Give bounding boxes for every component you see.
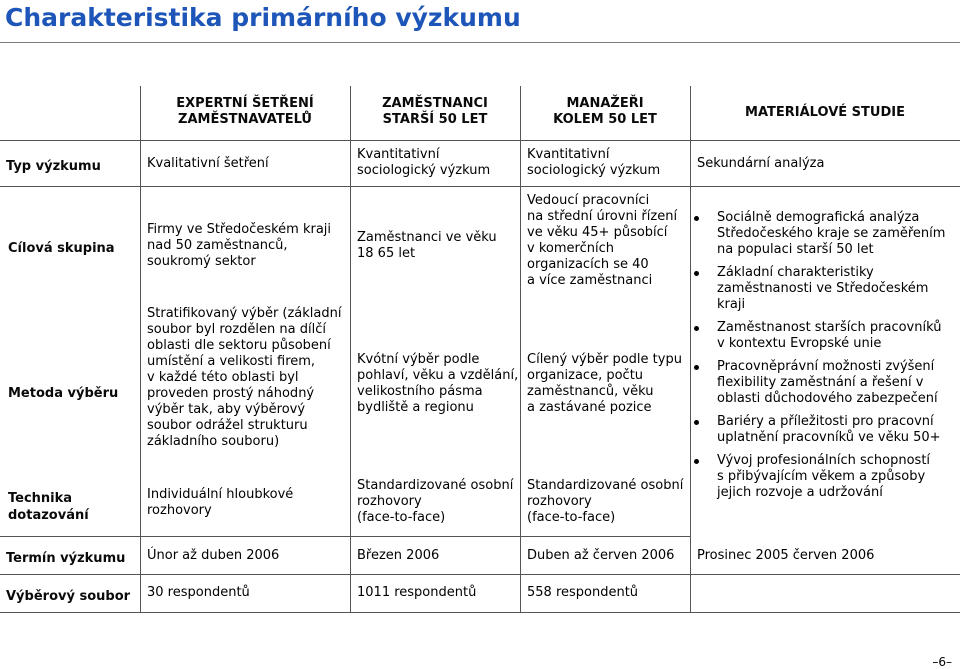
column-header-line: MANAŽEŘI <box>566 96 644 111</box>
cell-line: Stratifikovaný výběr (základní <box>147 306 342 321</box>
page-title: Charakteristika primárního výzkumu <box>5 3 521 32</box>
row-divider <box>0 574 960 575</box>
row-label-line: Technika <box>8 491 73 506</box>
row-divider <box>0 536 690 537</box>
termin-employees: Březen 2006 <box>357 548 440 563</box>
typ-experts: Kvalitativní šetření <box>147 156 269 171</box>
study-line: uplatnění pracovníků ve věku 50+ <box>717 430 941 445</box>
cell-line: Firmy ve Středočeském kraji <box>147 222 332 237</box>
row-divider <box>0 140 960 141</box>
cell-line: zaměstnanců, věku <box>527 384 654 399</box>
cell-line: pohlaví, věku a vzdělání, <box>357 368 519 383</box>
cell-line: Kvantitativní <box>357 147 440 162</box>
column-divider <box>520 86 521 612</box>
column-header-line: MATERIÁLOVÉ STUDIE <box>745 105 905 120</box>
row-label-typ: Typ výzkumu <box>6 159 101 174</box>
row-label-cilova: Cílová skupina <box>8 241 115 256</box>
cell-line: ve věku 45+ působící <box>527 225 668 240</box>
cell-line: a více zaměstnanci <box>527 273 653 288</box>
title-divider <box>0 42 960 43</box>
cell-line: Cílený výběr podle typu <box>527 352 682 367</box>
study-line: Vývoj profesionálních schopností <box>717 453 931 468</box>
soubor-employees: 1011 respondentů <box>357 585 477 600</box>
cell-line: a zastávané pozice <box>527 400 652 415</box>
cell-line: Standardizované osobní <box>527 478 684 493</box>
study-item <box>690 320 958 352</box>
cell-line: Zaměstnanci ve věku <box>357 230 497 245</box>
cell-line: (face-to-face) <box>527 510 616 525</box>
study-line: s přibývajícím věkem a způsoby <box>717 469 926 484</box>
cell-line: v každé této oblasti byl <box>147 370 299 385</box>
cell-line: Kvantitativní <box>527 147 610 162</box>
cell-line: rozhovory <box>147 503 212 518</box>
column-divider <box>350 86 351 612</box>
title-bar <box>0 0 960 42</box>
bullet-icon <box>694 365 699 370</box>
study-item <box>690 359 958 407</box>
bullet-icon <box>694 326 699 331</box>
column-header-line: STARŠÍ 50 LET <box>382 112 488 127</box>
studies-list <box>690 210 958 508</box>
column-header-experts <box>140 96 350 128</box>
study-line: Bariéry a příležitosti pro pracovní <box>717 414 934 429</box>
soubor-managers: 558 respondentů <box>527 585 639 600</box>
cell-line: Individuální hloubkové <box>147 487 294 502</box>
cell-line: Vedoucí pracovníci <box>527 193 650 208</box>
bullet-icon <box>694 420 699 425</box>
cell-line: sociologický výzkum <box>527 163 661 178</box>
cilova-experts <box>147 222 331 270</box>
column-header-line: KOLEM 50 LET <box>553 112 657 127</box>
study-item <box>690 453 958 501</box>
study-item <box>690 210 958 258</box>
row-label-termin: Termín výzkumu <box>6 551 126 566</box>
termin-studies: Prosinec 2005 červen 2006 <box>697 548 875 563</box>
study-line: flexibility zaměstnání a řešení v <box>717 375 924 390</box>
technika-experts <box>147 487 293 519</box>
cell-line: v komerčních <box>527 241 614 256</box>
cell-line: bydliště a regionu <box>357 400 474 415</box>
cell-line: sociologický výzkum <box>357 163 491 178</box>
study-line: zaměstnanosti ve Středočeském kraji <box>717 281 929 312</box>
metoda-employees <box>357 352 518 416</box>
termin-experts: Únor až duben 2006 <box>147 548 280 563</box>
cell-line: Standardizované osobní <box>357 478 514 493</box>
bullet-icon <box>694 459 699 464</box>
column-header-line: ZAMĚSTNANCI <box>382 96 488 111</box>
cilova-managers <box>527 193 677 289</box>
cell-line: (face-to-face) <box>357 510 446 525</box>
column-header-studies <box>690 105 960 121</box>
cell-line: organizace, počtu <box>527 368 644 383</box>
cell-line: výběr tak, aby výběrový <box>147 402 306 417</box>
metoda-managers <box>527 352 682 416</box>
cell-line: soukromý sektor <box>147 254 256 269</box>
column-header-managers <box>520 96 690 128</box>
cell-line: 18 65 let <box>357 246 416 261</box>
cell-line: základního souboru) <box>147 434 280 449</box>
typ-employees <box>357 147 490 179</box>
study-line: jejich rozvoje a udržování <box>717 485 883 500</box>
cell-line: oblasti dle sektoru působení <box>147 338 331 353</box>
technika-employees <box>357 478 513 526</box>
study-line: Pracovněprávní možnosti zvýšení <box>717 359 935 374</box>
study-line: v kontextu Evropské unie <box>717 336 882 351</box>
column-header-line: EXPERTNÍ ŠETŘENÍ <box>176 96 314 111</box>
study-line: Základní charakteristiky <box>717 265 874 280</box>
cell-line: velikostního pásma <box>357 384 483 399</box>
cell-line: umístění a velikosti firem, <box>147 354 316 369</box>
study-line: na populaci starší 50 let <box>717 242 874 257</box>
row-label-line: dotazování <box>8 508 89 523</box>
row-divider <box>0 186 960 187</box>
row-label-soubor: Výběrový soubor <box>6 589 131 604</box>
study-line: Středočeského kraje se zaměřením <box>717 226 946 241</box>
column-header-employees <box>350 96 520 128</box>
cell-line: na střední úrovni řízení <box>527 209 678 224</box>
row-label-technika <box>8 490 89 524</box>
bullet-icon <box>694 216 699 221</box>
technika-managers <box>527 478 683 526</box>
typ-managers <box>527 147 660 179</box>
termin-managers: Duben až červen 2006 <box>527 548 675 563</box>
cell-line: rozhovory <box>527 494 592 509</box>
study-line: Sociálně demografická analýza <box>717 210 920 225</box>
row-divider <box>0 612 960 613</box>
cell-line: nad 50 zaměstnanců, <box>147 238 288 253</box>
typ-studies: Sekundární analýza <box>697 156 825 171</box>
soubor-experts: 30 respondentů <box>147 585 250 600</box>
column-header-line: ZAMĚSTNAVATELŮ <box>178 112 312 127</box>
cell-line: Kvótní výběr podle <box>357 352 480 367</box>
metoda-experts <box>147 306 342 450</box>
study-line: oblasti důchodového zabezpečení <box>717 391 938 406</box>
column-divider <box>140 86 141 612</box>
cell-line: organizacích se 40 <box>527 257 649 272</box>
study-item <box>690 265 958 313</box>
cell-line: rozhovory <box>357 494 422 509</box>
page-number-value: 6 <box>938 655 946 669</box>
page-number: –6– <box>932 655 952 669</box>
bullet-icon <box>694 271 699 276</box>
study-item <box>690 414 958 446</box>
cilova-employees <box>357 230 497 262</box>
study-line: Zaměstnanost starších pracovníků <box>717 320 942 335</box>
row-label-metoda: Metoda výběru <box>8 386 119 401</box>
cell-line: proveden prostý náhodný <box>147 386 315 401</box>
cell-line: soubor byl rozdělen na dílčí <box>147 322 326 337</box>
cell-line: soubor odrážel strukturu <box>147 418 308 433</box>
